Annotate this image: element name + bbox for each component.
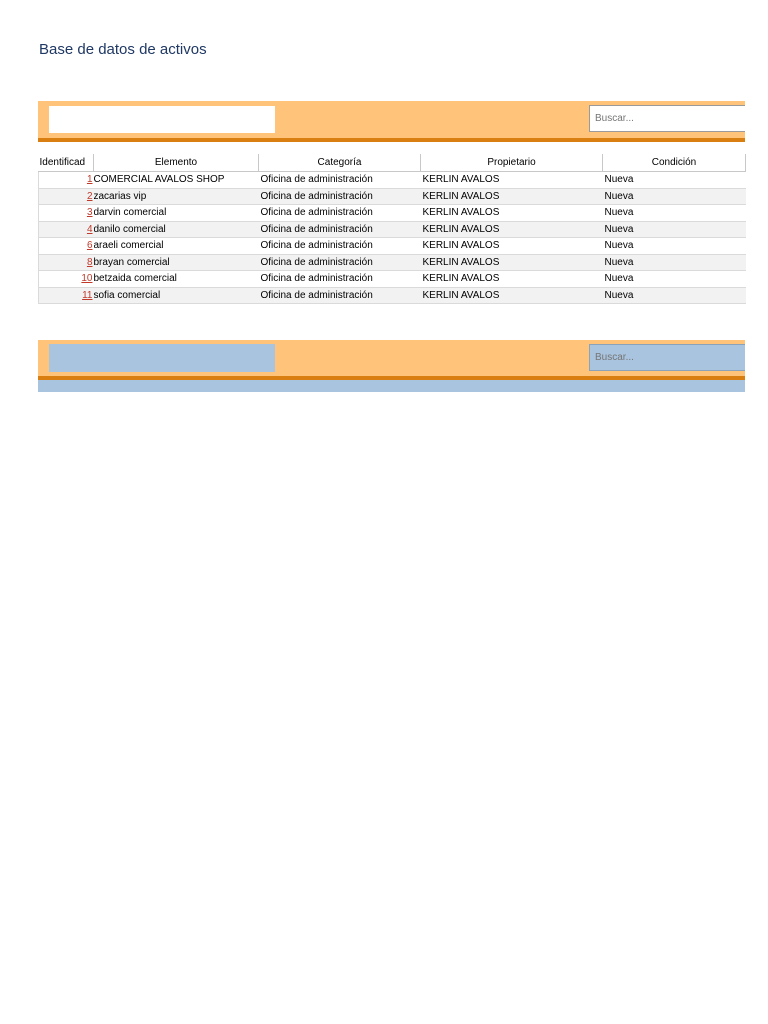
row-id-link[interactable]: 11 bbox=[82, 289, 93, 301]
cell-elemento: sofia comercial bbox=[94, 287, 259, 304]
cell-elemento: brayan comercial bbox=[94, 254, 259, 271]
cell-categoria: Oficina de administración bbox=[259, 188, 421, 205]
cell-elemento: araeli comercial bbox=[94, 238, 259, 255]
table-row bbox=[39, 172, 746, 189]
cell-categoria: Oficina de administración bbox=[259, 287, 421, 304]
row-id-link[interactable]: 4 bbox=[86, 223, 93, 235]
column-header-categoria[interactable]: Categoría bbox=[259, 154, 421, 172]
bottom-toolbar bbox=[38, 340, 745, 380]
table-row bbox=[39, 254, 746, 271]
table-row bbox=[39, 221, 746, 238]
column-header-identificador[interactable]: Identificad bbox=[39, 154, 94, 172]
table-row bbox=[39, 287, 746, 304]
cell-propietario: KERLIN AVALOS bbox=[421, 254, 603, 271]
row-id-link[interactable]: 2 bbox=[86, 190, 93, 202]
cell-elemento: darvin comercial bbox=[94, 205, 259, 222]
row-id-link[interactable]: 1 bbox=[86, 174, 93, 186]
cell-elemento: betzaida comercial bbox=[94, 271, 259, 288]
row-id-link[interactable]: 10 bbox=[81, 273, 93, 285]
bottom-search-input[interactable] bbox=[589, 344, 745, 371]
column-header-elemento[interactable]: Elemento bbox=[94, 154, 259, 172]
bottom-toolbar-blank-field bbox=[49, 344, 275, 372]
top-toolbar-blank-field bbox=[49, 106, 275, 133]
cell-propietario: KERLIN AVALOS bbox=[421, 188, 603, 205]
table-row bbox=[39, 271, 746, 288]
bottom-panel-strip bbox=[38, 380, 745, 392]
column-header-propietario[interactable]: Propietario bbox=[421, 154, 603, 172]
cell-categoria: Oficina de administración bbox=[259, 238, 421, 255]
assets-table bbox=[38, 154, 746, 304]
cell-condicion: Nueva bbox=[603, 287, 746, 304]
cell-condicion: Nueva bbox=[603, 188, 746, 205]
cell-categoria: Oficina de administración bbox=[259, 205, 421, 222]
cell-propietario: KERLIN AVALOS bbox=[421, 271, 603, 288]
cell-categoria: Oficina de administración bbox=[259, 221, 421, 238]
cell-condicion: Nueva bbox=[603, 172, 746, 189]
cell-condicion: Nueva bbox=[603, 221, 746, 238]
page-title: Base de datos de activos bbox=[39, 41, 207, 58]
cell-condicion: Nueva bbox=[603, 205, 746, 222]
top-search-input[interactable] bbox=[589, 105, 745, 132]
cell-categoria: Oficina de administración bbox=[259, 172, 421, 189]
cell-propietario: KERLIN AVALOS bbox=[421, 221, 603, 238]
table-row bbox=[39, 205, 746, 222]
cell-elemento: danilo comercial bbox=[94, 221, 259, 238]
row-id-link[interactable]: 6 bbox=[86, 240, 93, 252]
table-row bbox=[39, 238, 746, 255]
cell-elemento: COMERCIAL AVALOS SHOP bbox=[94, 172, 259, 189]
table-header-row bbox=[39, 154, 746, 172]
top-toolbar bbox=[38, 101, 745, 142]
cell-propietario: KERLIN AVALOS bbox=[421, 205, 603, 222]
cell-propietario: KERLIN AVALOS bbox=[421, 172, 603, 189]
cell-condicion: Nueva bbox=[603, 238, 746, 255]
cell-elemento: zacarias vip bbox=[94, 188, 259, 205]
row-id-link[interactable]: 3 bbox=[86, 207, 93, 219]
column-header-condicion[interactable]: Condición bbox=[603, 154, 746, 172]
cell-propietario: KERLIN AVALOS bbox=[421, 238, 603, 255]
cell-propietario: KERLIN AVALOS bbox=[421, 287, 603, 304]
cell-categoria: Oficina de administración bbox=[259, 271, 421, 288]
cell-condicion: Nueva bbox=[603, 254, 746, 271]
table-row bbox=[39, 188, 746, 205]
row-id-link[interactable]: 8 bbox=[86, 256, 93, 268]
cell-condicion: Nueva bbox=[603, 271, 746, 288]
cell-categoria: Oficina de administración bbox=[259, 254, 421, 271]
